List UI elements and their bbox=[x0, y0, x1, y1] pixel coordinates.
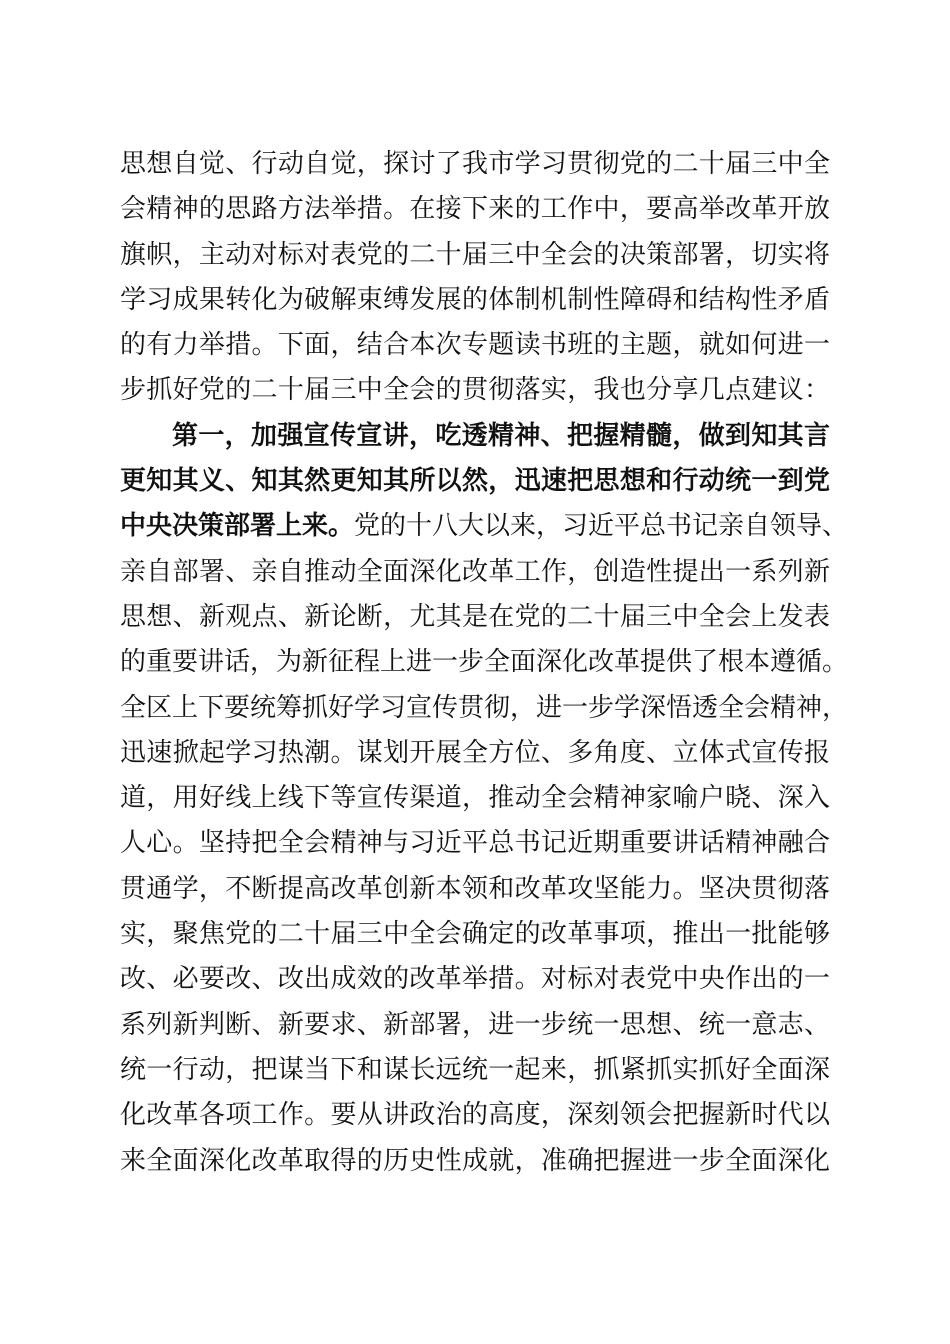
paragraph-2-heading-line-1: 第一，加强宣传宣讲，吃透精神、把握精髓，做到知其言 bbox=[172, 420, 830, 451]
paragraph-2-body-line-2: 思想、新观点、新论断，尤其是在党的二十届三中全会上发表 bbox=[120, 601, 830, 632]
paragraph-2-body-line-11: 系列新判断、新要求、新部署，进一步统一思想、统一意志、 bbox=[120, 1009, 830, 1040]
paragraph-2-body-line-10: 改、必要改、改出成效的改革举措。对标对表党中央作出的一 bbox=[120, 964, 830, 995]
paragraph-1-line-5: 的有力举措。下面，结合本次专题读书班的主题，就如何进一 bbox=[120, 330, 830, 361]
paragraph-2-body-line-3: 的重要讲话，为新征程上进一步全面深化改革提供了根本遵循。 bbox=[120, 647, 849, 678]
paragraph-2-body-line-14: 来全面深化改革取得的历史性成就，准确把握进一步全面深化 bbox=[120, 1145, 830, 1176]
paragraph-2-body-line-13: 化改革各项工作。要从讲政治的高度，深刻领会把握新时代以 bbox=[120, 1100, 830, 1131]
paragraph-1-line-4: 学习成果转化为破解束缚发展的体制机制性障碍和结构性矛盾 bbox=[120, 284, 830, 315]
paragraph-1-line-1: 思想自觉、行动自觉，探讨了我市学习贯彻党的二十届三中全 bbox=[120, 149, 830, 179]
paragraph-2-body-line-4: 全区上下要统筹抓好学习宣传贯彻，进一步学深悟透全会精神， bbox=[120, 692, 849, 723]
paragraph-1-line-6: 步抓好党的二十届三中全会的贯彻落实，我也分享几点建议： bbox=[120, 375, 830, 406]
paragraph-2-body-line-7: 人心。坚持把全会精神与习近平总书记近期重要讲话精神融合 bbox=[120, 828, 830, 859]
paragraph-2-body-line-8: 贯通学，不断提高改革创新本领和改革攻坚能力。坚决贯彻落 bbox=[120, 873, 830, 904]
paragraph-1-line-2: 会精神的思路方法举措。在接下来的工作中，要高举改革开放 bbox=[120, 194, 830, 225]
paragraph-2-mixed-line bbox=[120, 504, 849, 549]
paragraph-2-body-line-12: 统一行动，把谋当下和谋长远统一起来，抓紧抓实抓好全面深 bbox=[120, 1054, 830, 1085]
paragraph-2-body-line-5: 迅速掀起学习热潮。谋划开展全方位、多角度、立体式宣传报 bbox=[120, 737, 830, 768]
document-body bbox=[120, 142, 849, 1184]
paragraph-2-heading-line-2: 更知其义、知其然更知其所以然，迅速把思想和行动统一到党 bbox=[120, 466, 830, 497]
paragraph-2-body-line-6: 道，用好线上线下等宣传渠道，推动全会精神家喻户晓、深入 bbox=[120, 783, 830, 814]
paragraph-1-line-3: 旗帜，主动对标对表党的二十届三中全会的决策部署，切实将 bbox=[120, 239, 830, 270]
paragraph-2-body-start: 党的十八大以来，习近平总书记亲自领导、 bbox=[354, 511, 849, 542]
paragraph-2-body-line-1: 亲自部署、亲自推动全面深化改革工作，创造性提出一系列新 bbox=[120, 556, 830, 587]
paragraph-2-body-line-9: 实，聚焦党的二十届三中全会确定的改革事项，推出一批能够 bbox=[120, 919, 830, 950]
paragraph-2-heading-line-3: 中央决策部署上来。 bbox=[120, 511, 355, 542]
